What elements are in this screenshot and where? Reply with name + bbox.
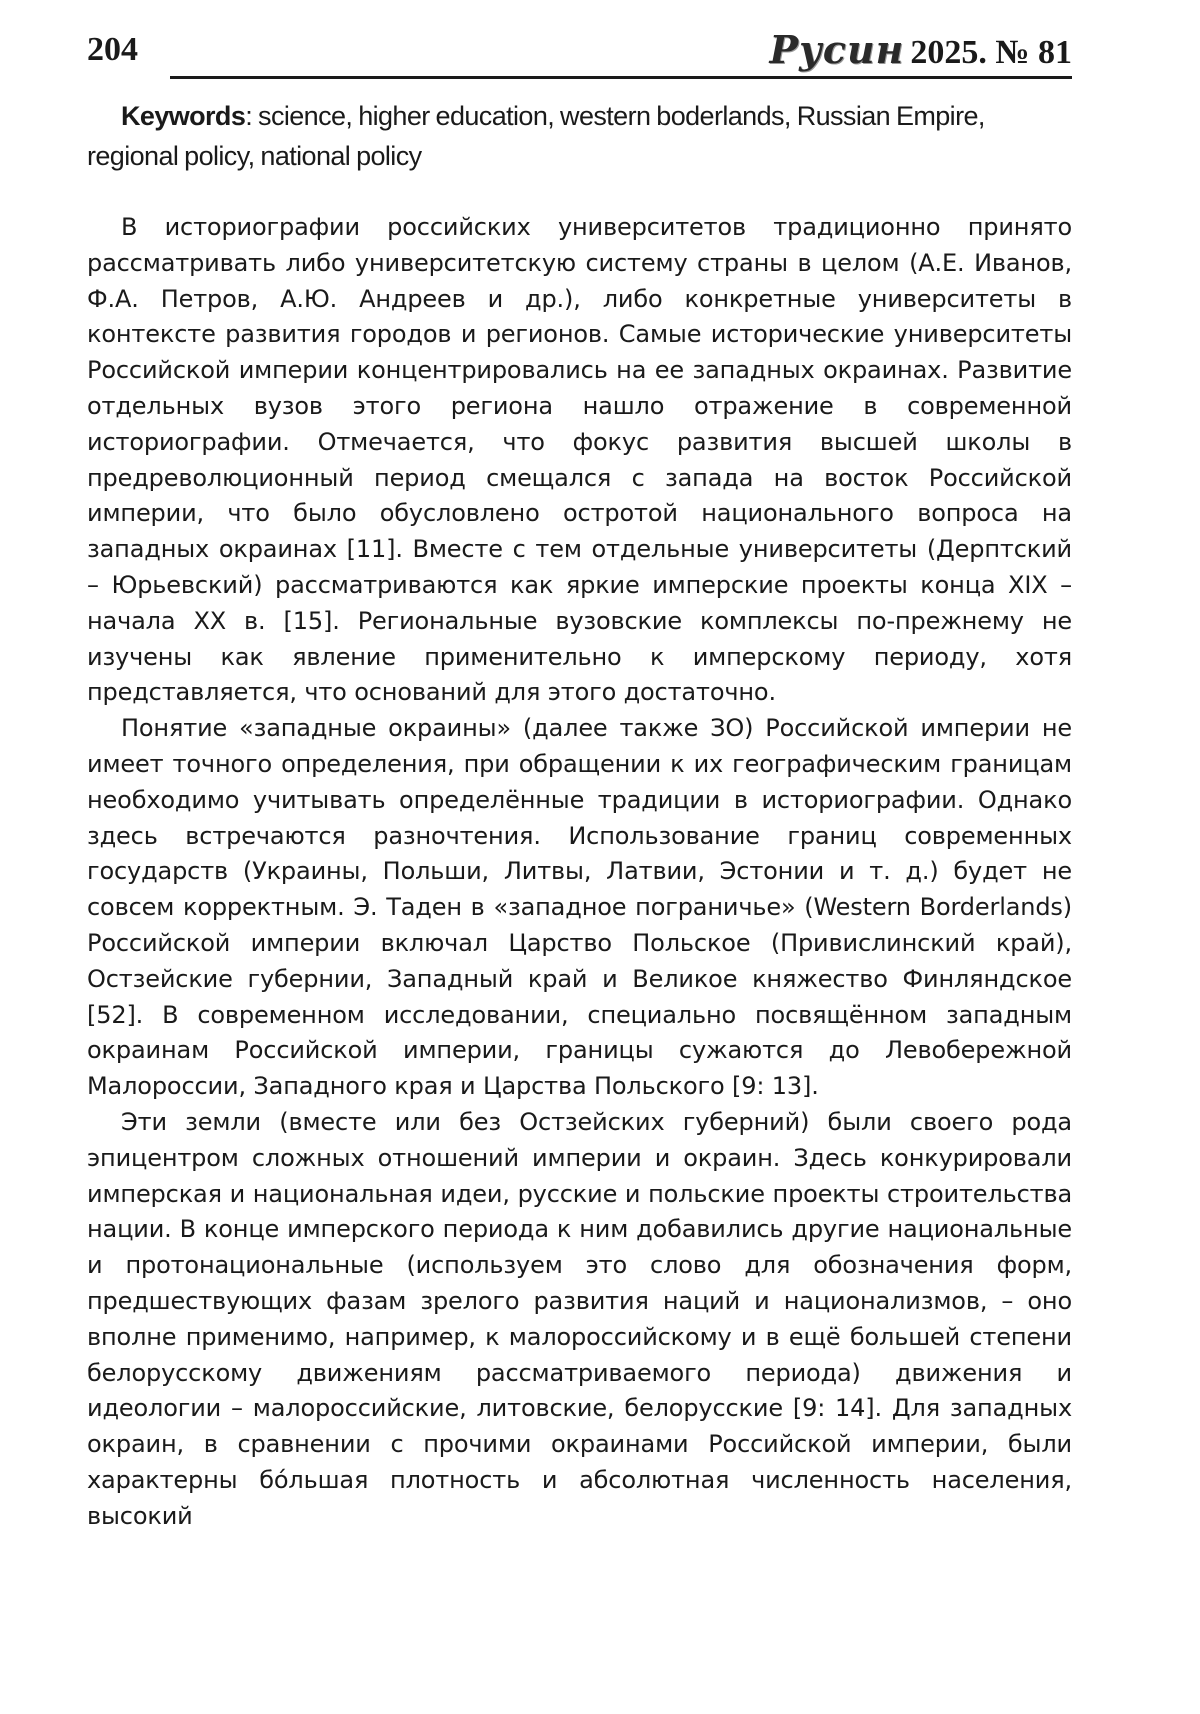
keywords-label: Keywords: [121, 101, 246, 131]
header-rule: [170, 76, 1072, 79]
article-body: [87, 210, 1072, 1534]
keywords-text: : science, higher education, western boderlands, Russian Empire, regional policy, national policy: [87, 101, 985, 171]
keywords-block: [87, 96, 1072, 176]
running-head: [87, 26, 1072, 78]
paragraph-2: Понятие «западные окраины» (далее также ЗО) Российской империи не имеет точного определения, при обращении к их географическим границам необходимо учитывать определённые традиции в историографии. Однако здесь встречаются разночтения. Использование границ современных государств (Украины, Польши, Литвы, Латвии, Эстонии и т. д.) будет не совсем корректным. Э. Таден в «западное пограничье» (Western Borderlands) Российской империи включал Царство Польское (Привислинский край), Остзейские губернии, Западный край и Великое княжество Финляндское [52]. В современном исследовании, специально посвящённом западным окраинам Российской империи, границы сужаются до Левобережной Малороссии, Западного края и Царства Польского [9: 13].: [87, 714, 1072, 1101]
journal-issue: 2025. № 81: [910, 34, 1072, 71]
paragraph-1: В историографии российских университетов традиционно принято рассматривать либо университетскую систему страны в целом (А.Е. Иванов, Ф.А. Петров, А.Ю. Андреев и др.), либо конкретные университеты в контексте развития городов и регионов. Самые исторические университеты Российской империи концентрировались на ее западных окраинах. Развитие отдельных вузов этого региона нашло отражение в современной историографии. Отмечается, что фокус развития высшей школы в предреволюционный период смещался с запада на восток Российской империи, что было обусловлено остротой национального вопроса на западных окраинах [11]. Вместе с тем отдельные университеты (Дерптский – Юрьевский) рассматриваются как яркие имперские проекты конца XIX – начала XX в. [15]. Региональные вузовские комплексы по-прежнему не изучены как явление применительно к имперскому периоду, хотя представляется, что оснований для этого достаточно.: [87, 213, 1072, 707]
journal-name: Русин: [769, 27, 905, 72]
page-number: 204: [87, 31, 138, 68]
journal-info: [769, 27, 1072, 73]
paragraph-3: Эти земли (вместе или без Остзейских губерний) были своего рода эпицентром сложных отношений империи и окраин. Здесь конкурировали имперская и национальная идеи, русские и польские проекты строительства нации. В конце имперского периода к ним добавились другие национальные и протонациональные (используем это слово для обозначения форм, предшествующих фазам зрелого развития наций и национализмов, – оно вполне применимо, например, к малороссийскому и в ещё большей степени белорусскому движениям рассматриваемого периода) движения и идеологии – малороссийские, литовские, белорусские [9: 14]. Для западных окраин, в сравнении с прочими окраинами Российской империи, были характерны бóльшая плотность и абсолютная численность населения, высокий: [87, 1107, 1072, 1530]
